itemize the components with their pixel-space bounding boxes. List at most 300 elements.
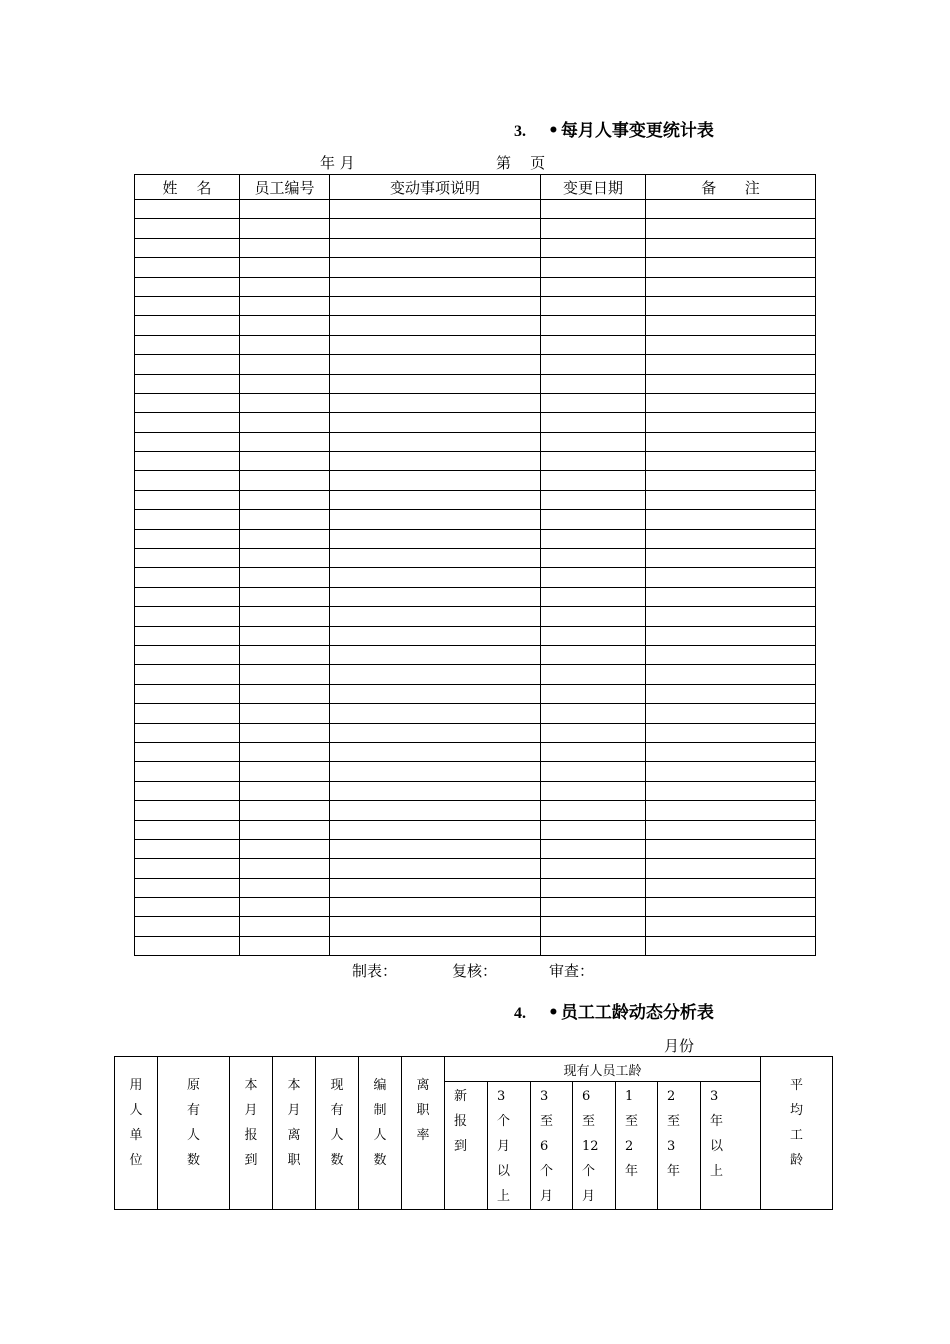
table-cell[interactable] bbox=[135, 859, 240, 878]
col-original-headcount-char: 有 bbox=[186, 1103, 200, 1118]
col-unit-char: 用 bbox=[129, 1078, 143, 1093]
table-cell[interactable] bbox=[646, 665, 816, 684]
table-cell[interactable] bbox=[541, 801, 646, 820]
col-original-headcount-char: 数 bbox=[186, 1153, 200, 1168]
table-cell[interactable] bbox=[330, 296, 541, 315]
table-cell[interactable] bbox=[330, 626, 541, 645]
table-cell[interactable] bbox=[541, 452, 646, 471]
table-cell[interactable] bbox=[240, 452, 330, 471]
col-left-this-month-char: 月 bbox=[287, 1103, 301, 1118]
section-3-title-text: 每月人事变更统计表 bbox=[560, 121, 714, 141]
table-cell[interactable] bbox=[330, 762, 541, 781]
table-cell[interactable] bbox=[646, 723, 816, 742]
table-cell[interactable] bbox=[240, 626, 330, 645]
table-cell[interactable] bbox=[330, 200, 541, 219]
table-cell[interactable] bbox=[240, 781, 330, 800]
table-cell[interactable] bbox=[541, 510, 646, 529]
sub-over-3-months bbox=[488, 1082, 531, 1210]
table-cell[interactable] bbox=[135, 704, 240, 723]
table-cell[interactable] bbox=[646, 296, 816, 315]
col-average-seniority-char: 工 bbox=[790, 1128, 804, 1143]
col-staffing-quota-char: 人 bbox=[373, 1128, 387, 1143]
table-cell[interactable] bbox=[240, 762, 330, 781]
table-cell[interactable] bbox=[330, 898, 541, 917]
table-cell[interactable] bbox=[646, 200, 816, 219]
col-current-headcount-char: 人 bbox=[330, 1128, 344, 1143]
table-cell[interactable] bbox=[330, 355, 541, 374]
table-cell[interactable] bbox=[240, 413, 330, 432]
table-cell[interactable] bbox=[330, 704, 541, 723]
table-cell[interactable] bbox=[541, 316, 646, 335]
table-cell[interactable] bbox=[646, 607, 816, 626]
table-cell[interactable] bbox=[135, 878, 240, 897]
header-employee-id: 员工编号 bbox=[240, 175, 330, 200]
table-cell[interactable] bbox=[541, 820, 646, 839]
table-cell[interactable] bbox=[541, 258, 646, 277]
sub-2-to-3-years-char: 至 bbox=[667, 1114, 681, 1129]
table-cell[interactable] bbox=[646, 742, 816, 761]
table-cell[interactable] bbox=[330, 801, 541, 820]
table-cell[interactable] bbox=[541, 917, 646, 936]
table-row bbox=[135, 393, 816, 412]
table-cell[interactable] bbox=[240, 645, 330, 664]
table-cell[interactable] bbox=[135, 200, 240, 219]
table-cell[interactable] bbox=[135, 335, 240, 354]
table-cell[interactable] bbox=[541, 626, 646, 645]
table-cell[interactable] bbox=[240, 568, 330, 587]
table-cell[interactable] bbox=[240, 200, 330, 219]
col-reported-this-month-char: 到 bbox=[244, 1153, 258, 1168]
col-reported-this-month-char: 月 bbox=[244, 1103, 258, 1118]
table-cell[interactable] bbox=[646, 258, 816, 277]
table-cell[interactable] bbox=[240, 801, 330, 820]
table-row bbox=[135, 335, 816, 354]
table-cell[interactable] bbox=[646, 839, 816, 858]
table-cell[interactable] bbox=[330, 277, 541, 296]
footer-maker: 制表： bbox=[352, 962, 398, 980]
table-row bbox=[135, 820, 816, 839]
table-cell[interactable] bbox=[240, 704, 330, 723]
table-cell[interactable] bbox=[135, 238, 240, 257]
table-cell[interactable] bbox=[135, 296, 240, 315]
table-cell[interactable] bbox=[330, 374, 541, 393]
sub-over-3-years bbox=[701, 1082, 761, 1210]
table-cell[interactable] bbox=[646, 781, 816, 800]
sub-over-3-months-char: 以 bbox=[497, 1164, 511, 1179]
table-cell[interactable] bbox=[135, 471, 240, 490]
table-cell[interactable] bbox=[541, 704, 646, 723]
table-row bbox=[135, 898, 816, 917]
table-cell[interactable] bbox=[541, 238, 646, 257]
table-cell[interactable] bbox=[330, 684, 541, 703]
col-unit-char: 单 bbox=[129, 1128, 143, 1143]
col-turnover-rate bbox=[402, 1057, 445, 1210]
table-cell[interactable] bbox=[541, 549, 646, 568]
table-cell[interactable] bbox=[646, 549, 816, 568]
table-cell[interactable] bbox=[330, 645, 541, 664]
table-cell[interactable] bbox=[330, 529, 541, 548]
table-cell[interactable] bbox=[646, 898, 816, 917]
table-cell[interactable] bbox=[330, 471, 541, 490]
table-cell[interactable] bbox=[330, 510, 541, 529]
table-cell[interactable] bbox=[240, 296, 330, 315]
table-cell[interactable] bbox=[646, 374, 816, 393]
table-cell[interactable] bbox=[646, 704, 816, 723]
col-original-headcount bbox=[158, 1057, 230, 1210]
table-cell[interactable] bbox=[330, 839, 541, 858]
table-cell[interactable] bbox=[135, 723, 240, 742]
table-cell[interactable] bbox=[330, 781, 541, 800]
table-cell[interactable] bbox=[541, 200, 646, 219]
table-cell[interactable] bbox=[330, 549, 541, 568]
table-cell[interactable] bbox=[646, 626, 816, 645]
table-cell[interactable] bbox=[240, 374, 330, 393]
table-cell[interactable] bbox=[541, 413, 646, 432]
table-row bbox=[135, 452, 816, 471]
table-row bbox=[135, 432, 816, 451]
sub-over-3-years-char: 上 bbox=[710, 1164, 724, 1179]
col-average-seniority bbox=[761, 1057, 833, 1210]
table-cell[interactable] bbox=[330, 452, 541, 471]
table-cell[interactable] bbox=[330, 723, 541, 742]
table-cell[interactable] bbox=[646, 490, 816, 509]
table-cell[interactable] bbox=[541, 374, 646, 393]
table-cell[interactable] bbox=[135, 258, 240, 277]
table-cell[interactable] bbox=[330, 335, 541, 354]
table-cell[interactable] bbox=[330, 859, 541, 878]
footer-auditor: 审查： bbox=[549, 962, 595, 980]
table-cell[interactable] bbox=[541, 723, 646, 742]
table-row bbox=[135, 859, 816, 878]
table-cell[interactable] bbox=[541, 936, 646, 955]
table-row bbox=[135, 316, 816, 335]
col-current-headcount-char: 有 bbox=[330, 1103, 344, 1118]
header-change-date: 变更日期 bbox=[541, 175, 646, 200]
sub-6-to-12-months-char: 12 bbox=[582, 1139, 599, 1154]
header-remarks: 备 注 bbox=[646, 175, 816, 200]
table-cell[interactable] bbox=[330, 413, 541, 432]
table-cell[interactable] bbox=[541, 898, 646, 917]
sub-over-3-months-char: 月 bbox=[497, 1139, 511, 1154]
table-cell[interactable] bbox=[135, 432, 240, 451]
table-cell[interactable] bbox=[135, 568, 240, 587]
sub-3-to-6-months-char: 至 bbox=[540, 1114, 554, 1129]
seniority-analysis-table bbox=[114, 1056, 833, 1210]
table-cell[interactable] bbox=[646, 878, 816, 897]
table-cell[interactable] bbox=[135, 607, 240, 626]
sub-2-to-3-years bbox=[658, 1082, 701, 1210]
table-cell[interactable] bbox=[330, 568, 541, 587]
table-cell[interactable] bbox=[135, 549, 240, 568]
sub-1-to-2-years-char: 1 bbox=[625, 1089, 634, 1104]
col-reported-this-month-char: 报 bbox=[244, 1128, 258, 1143]
col-reported-this-month bbox=[230, 1057, 273, 1210]
table-cell[interactable] bbox=[135, 529, 240, 548]
table-cell[interactable] bbox=[541, 684, 646, 703]
table-cell[interactable] bbox=[135, 587, 240, 606]
table-cell[interactable] bbox=[541, 878, 646, 897]
table-cell[interactable] bbox=[646, 568, 816, 587]
table-cell[interactable] bbox=[135, 452, 240, 471]
header-name: 姓 名 bbox=[135, 175, 240, 200]
table-cell[interactable] bbox=[240, 820, 330, 839]
sub-over-3-years-char: 年 bbox=[710, 1114, 724, 1129]
table-cell[interactable] bbox=[240, 723, 330, 742]
table-row bbox=[135, 742, 816, 761]
header-change-description: 变动事项说明 bbox=[330, 175, 541, 200]
table-cell[interactable] bbox=[541, 335, 646, 354]
table-cell[interactable] bbox=[541, 471, 646, 490]
table-cell[interactable] bbox=[135, 374, 240, 393]
table-cell[interactable] bbox=[541, 432, 646, 451]
table-cell[interactable] bbox=[646, 529, 816, 548]
section-4-number: 4. bbox=[514, 1005, 526, 1022]
table-cell[interactable] bbox=[135, 219, 240, 238]
col-current-headcount bbox=[316, 1057, 359, 1210]
table-cell[interactable] bbox=[646, 355, 816, 374]
table-row bbox=[135, 936, 816, 955]
col-left-this-month-char: 本 bbox=[287, 1078, 301, 1093]
table-cell[interactable] bbox=[240, 529, 330, 548]
col-current-headcount-char: 数 bbox=[330, 1153, 344, 1168]
table-cell[interactable] bbox=[541, 645, 646, 664]
table-cell[interactable] bbox=[646, 510, 816, 529]
table-cell[interactable] bbox=[541, 277, 646, 296]
table-cell[interactable] bbox=[541, 839, 646, 858]
table-cell[interactable] bbox=[541, 742, 646, 761]
table-cell[interactable] bbox=[240, 859, 330, 878]
table-cell[interactable] bbox=[330, 607, 541, 626]
table-row bbox=[135, 258, 816, 277]
table-row bbox=[135, 704, 816, 723]
table-cell[interactable] bbox=[330, 219, 541, 238]
table-cell[interactable] bbox=[240, 393, 330, 412]
table-cell[interactable] bbox=[240, 742, 330, 761]
table-cell[interactable] bbox=[330, 742, 541, 761]
table-cell[interactable] bbox=[541, 859, 646, 878]
table-cell[interactable] bbox=[541, 490, 646, 509]
sub-1-to-2-years-char: 年 bbox=[625, 1164, 639, 1179]
table-cell[interactable] bbox=[240, 936, 330, 955]
table-cell[interactable] bbox=[135, 510, 240, 529]
section-3-title bbox=[514, 116, 714, 141]
table-cell[interactable] bbox=[135, 393, 240, 412]
personnel-change-table bbox=[134, 174, 816, 956]
table-cell[interactable] bbox=[240, 258, 330, 277]
table-cell[interactable] bbox=[330, 587, 541, 606]
table-cell[interactable] bbox=[330, 936, 541, 955]
table-cell[interactable] bbox=[330, 665, 541, 684]
col-left-this-month bbox=[273, 1057, 316, 1210]
sub-3-to-6-months-char: 6 bbox=[540, 1139, 549, 1154]
col-left-this-month-char: 职 bbox=[287, 1153, 301, 1168]
sub-2-to-3-years-char: 3 bbox=[667, 1139, 676, 1154]
table-cell[interactable] bbox=[240, 238, 330, 257]
col-original-headcount-char: 原 bbox=[186, 1078, 200, 1093]
col-turnover-rate-char: 率 bbox=[416, 1128, 430, 1143]
table-cell[interactable] bbox=[240, 665, 330, 684]
page-label: 第 页 bbox=[496, 154, 546, 172]
table-row bbox=[135, 801, 816, 820]
sub-over-3-months-char: 3 bbox=[497, 1089, 506, 1104]
table-cell[interactable] bbox=[330, 490, 541, 509]
table-row bbox=[135, 762, 816, 781]
table-cell[interactable] bbox=[646, 645, 816, 664]
table-cell[interactable] bbox=[240, 587, 330, 606]
table-cell[interactable] bbox=[135, 917, 240, 936]
group-current-seniority: 现有人员工龄 bbox=[445, 1057, 761, 1082]
table-row bbox=[135, 665, 816, 684]
table-row bbox=[135, 490, 816, 509]
table-cell[interactable] bbox=[646, 587, 816, 606]
table-cell[interactable] bbox=[240, 355, 330, 374]
table-cell[interactable] bbox=[240, 277, 330, 296]
table-cell[interactable] bbox=[135, 898, 240, 917]
col-current-headcount-char: 现 bbox=[330, 1078, 344, 1093]
section-4-title bbox=[514, 998, 714, 1023]
table-cell[interactable] bbox=[646, 936, 816, 955]
sub-over-3-years-char: 以 bbox=[710, 1139, 724, 1154]
sub-6-to-12-months-char: 个 bbox=[582, 1164, 596, 1179]
table-cell[interactable] bbox=[135, 742, 240, 761]
col-average-seniority-char: 均 bbox=[790, 1103, 804, 1118]
table-cell[interactable] bbox=[541, 219, 646, 238]
table-row bbox=[135, 549, 816, 568]
table-cell[interactable] bbox=[541, 296, 646, 315]
sub-3-to-6-months-char: 3 bbox=[540, 1089, 549, 1104]
table-cell[interactable] bbox=[646, 801, 816, 820]
sub-over-3-months-char: 个 bbox=[497, 1114, 511, 1129]
table-cell[interactable] bbox=[135, 801, 240, 820]
table-cell[interactable] bbox=[646, 859, 816, 878]
table-cell[interactable] bbox=[135, 665, 240, 684]
table-cell[interactable] bbox=[541, 393, 646, 412]
table-cell[interactable] bbox=[541, 781, 646, 800]
table-cell[interactable] bbox=[330, 878, 541, 897]
table-cell[interactable] bbox=[135, 277, 240, 296]
table-cell[interactable] bbox=[135, 316, 240, 335]
col-unit bbox=[115, 1057, 158, 1210]
table-cell[interactable] bbox=[240, 607, 330, 626]
table-cell[interactable] bbox=[541, 762, 646, 781]
table-cell[interactable] bbox=[646, 684, 816, 703]
sub-3-to-6-months-char: 个 bbox=[540, 1164, 554, 1179]
col-staffing-quota-char: 编 bbox=[373, 1078, 387, 1093]
table-row bbox=[135, 510, 816, 529]
table-cell[interactable] bbox=[646, 762, 816, 781]
table-cell[interactable] bbox=[646, 471, 816, 490]
sub-6-to-12-months-char: 至 bbox=[582, 1114, 596, 1129]
table-cell[interactable] bbox=[240, 917, 330, 936]
table-cell[interactable] bbox=[541, 568, 646, 587]
table-cell[interactable] bbox=[135, 355, 240, 374]
col-left-this-month-char: 离 bbox=[287, 1128, 301, 1143]
table-cell[interactable] bbox=[646, 452, 816, 471]
table-row bbox=[135, 238, 816, 257]
table-cell[interactable] bbox=[135, 820, 240, 839]
table-cell[interactable] bbox=[240, 432, 330, 451]
table-cell[interactable] bbox=[646, 820, 816, 839]
table-row bbox=[135, 277, 816, 296]
table-cell[interactable] bbox=[240, 316, 330, 335]
sub-new-arrival-char: 报 bbox=[454, 1114, 468, 1129]
table-row bbox=[135, 471, 816, 490]
table-cell[interactable] bbox=[240, 549, 330, 568]
table-cell[interactable] bbox=[646, 238, 816, 257]
table-cell[interactable] bbox=[646, 335, 816, 354]
table-cell[interactable] bbox=[135, 626, 240, 645]
table-row bbox=[135, 878, 816, 897]
table-cell[interactable] bbox=[541, 607, 646, 626]
table-cell[interactable] bbox=[135, 936, 240, 955]
table-cell[interactable] bbox=[135, 645, 240, 664]
table-cell[interactable] bbox=[240, 490, 330, 509]
table-cell[interactable] bbox=[240, 898, 330, 917]
table-cell[interactable] bbox=[541, 529, 646, 548]
table-cell[interactable] bbox=[330, 917, 541, 936]
table-row bbox=[135, 723, 816, 742]
col-average-seniority-char: 平 bbox=[790, 1078, 804, 1093]
table-cell[interactable] bbox=[240, 471, 330, 490]
table-cell[interactable] bbox=[135, 762, 240, 781]
sub-over-3-months-char: 上 bbox=[497, 1189, 511, 1204]
table-cell[interactable] bbox=[646, 219, 816, 238]
table-cell[interactable] bbox=[330, 316, 541, 335]
table-cell[interactable] bbox=[646, 277, 816, 296]
table-cell[interactable] bbox=[240, 335, 330, 354]
table-cell[interactable] bbox=[646, 393, 816, 412]
section-3-number: 3. bbox=[514, 123, 526, 140]
table-row bbox=[135, 355, 816, 374]
sub-new-arrival-char: 到 bbox=[454, 1139, 468, 1154]
table-cell[interactable] bbox=[541, 355, 646, 374]
table-cell[interactable] bbox=[240, 510, 330, 529]
table-row bbox=[135, 219, 816, 238]
table-cell[interactable] bbox=[330, 432, 541, 451]
sub-1-to-2-years-char: 至 bbox=[625, 1114, 639, 1129]
table-cell[interactable] bbox=[240, 878, 330, 897]
table-row bbox=[135, 607, 816, 626]
table-cell[interactable] bbox=[541, 587, 646, 606]
table-cell[interactable] bbox=[330, 238, 541, 257]
table-cell[interactable] bbox=[240, 219, 330, 238]
col-staffing-quota bbox=[359, 1057, 402, 1210]
table-cell[interactable] bbox=[646, 432, 816, 451]
table-cell[interactable] bbox=[240, 684, 330, 703]
table-cell[interactable] bbox=[330, 393, 541, 412]
table-cell[interactable] bbox=[135, 781, 240, 800]
sub-2-to-3-years-char: 年 bbox=[667, 1164, 681, 1179]
table-cell[interactable] bbox=[330, 258, 541, 277]
table-cell[interactable] bbox=[646, 917, 816, 936]
table-cell[interactable] bbox=[135, 413, 240, 432]
table-cell[interactable] bbox=[240, 839, 330, 858]
table-cell[interactable] bbox=[135, 839, 240, 858]
table-row bbox=[135, 374, 816, 393]
col-unit-char: 人 bbox=[129, 1103, 143, 1118]
table-cell[interactable] bbox=[330, 820, 541, 839]
section-4-title-text: 员工工龄动态分析表 bbox=[560, 1003, 714, 1023]
table-cell[interactable] bbox=[646, 413, 816, 432]
table-cell[interactable] bbox=[541, 665, 646, 684]
table-cell[interactable] bbox=[135, 490, 240, 509]
table-row bbox=[135, 413, 816, 432]
col-unit-char: 位 bbox=[129, 1153, 143, 1168]
sub-new-arrival bbox=[445, 1082, 488, 1210]
table-cell[interactable] bbox=[135, 684, 240, 703]
table-cell[interactable] bbox=[646, 316, 816, 335]
table-header-row bbox=[135, 175, 816, 200]
